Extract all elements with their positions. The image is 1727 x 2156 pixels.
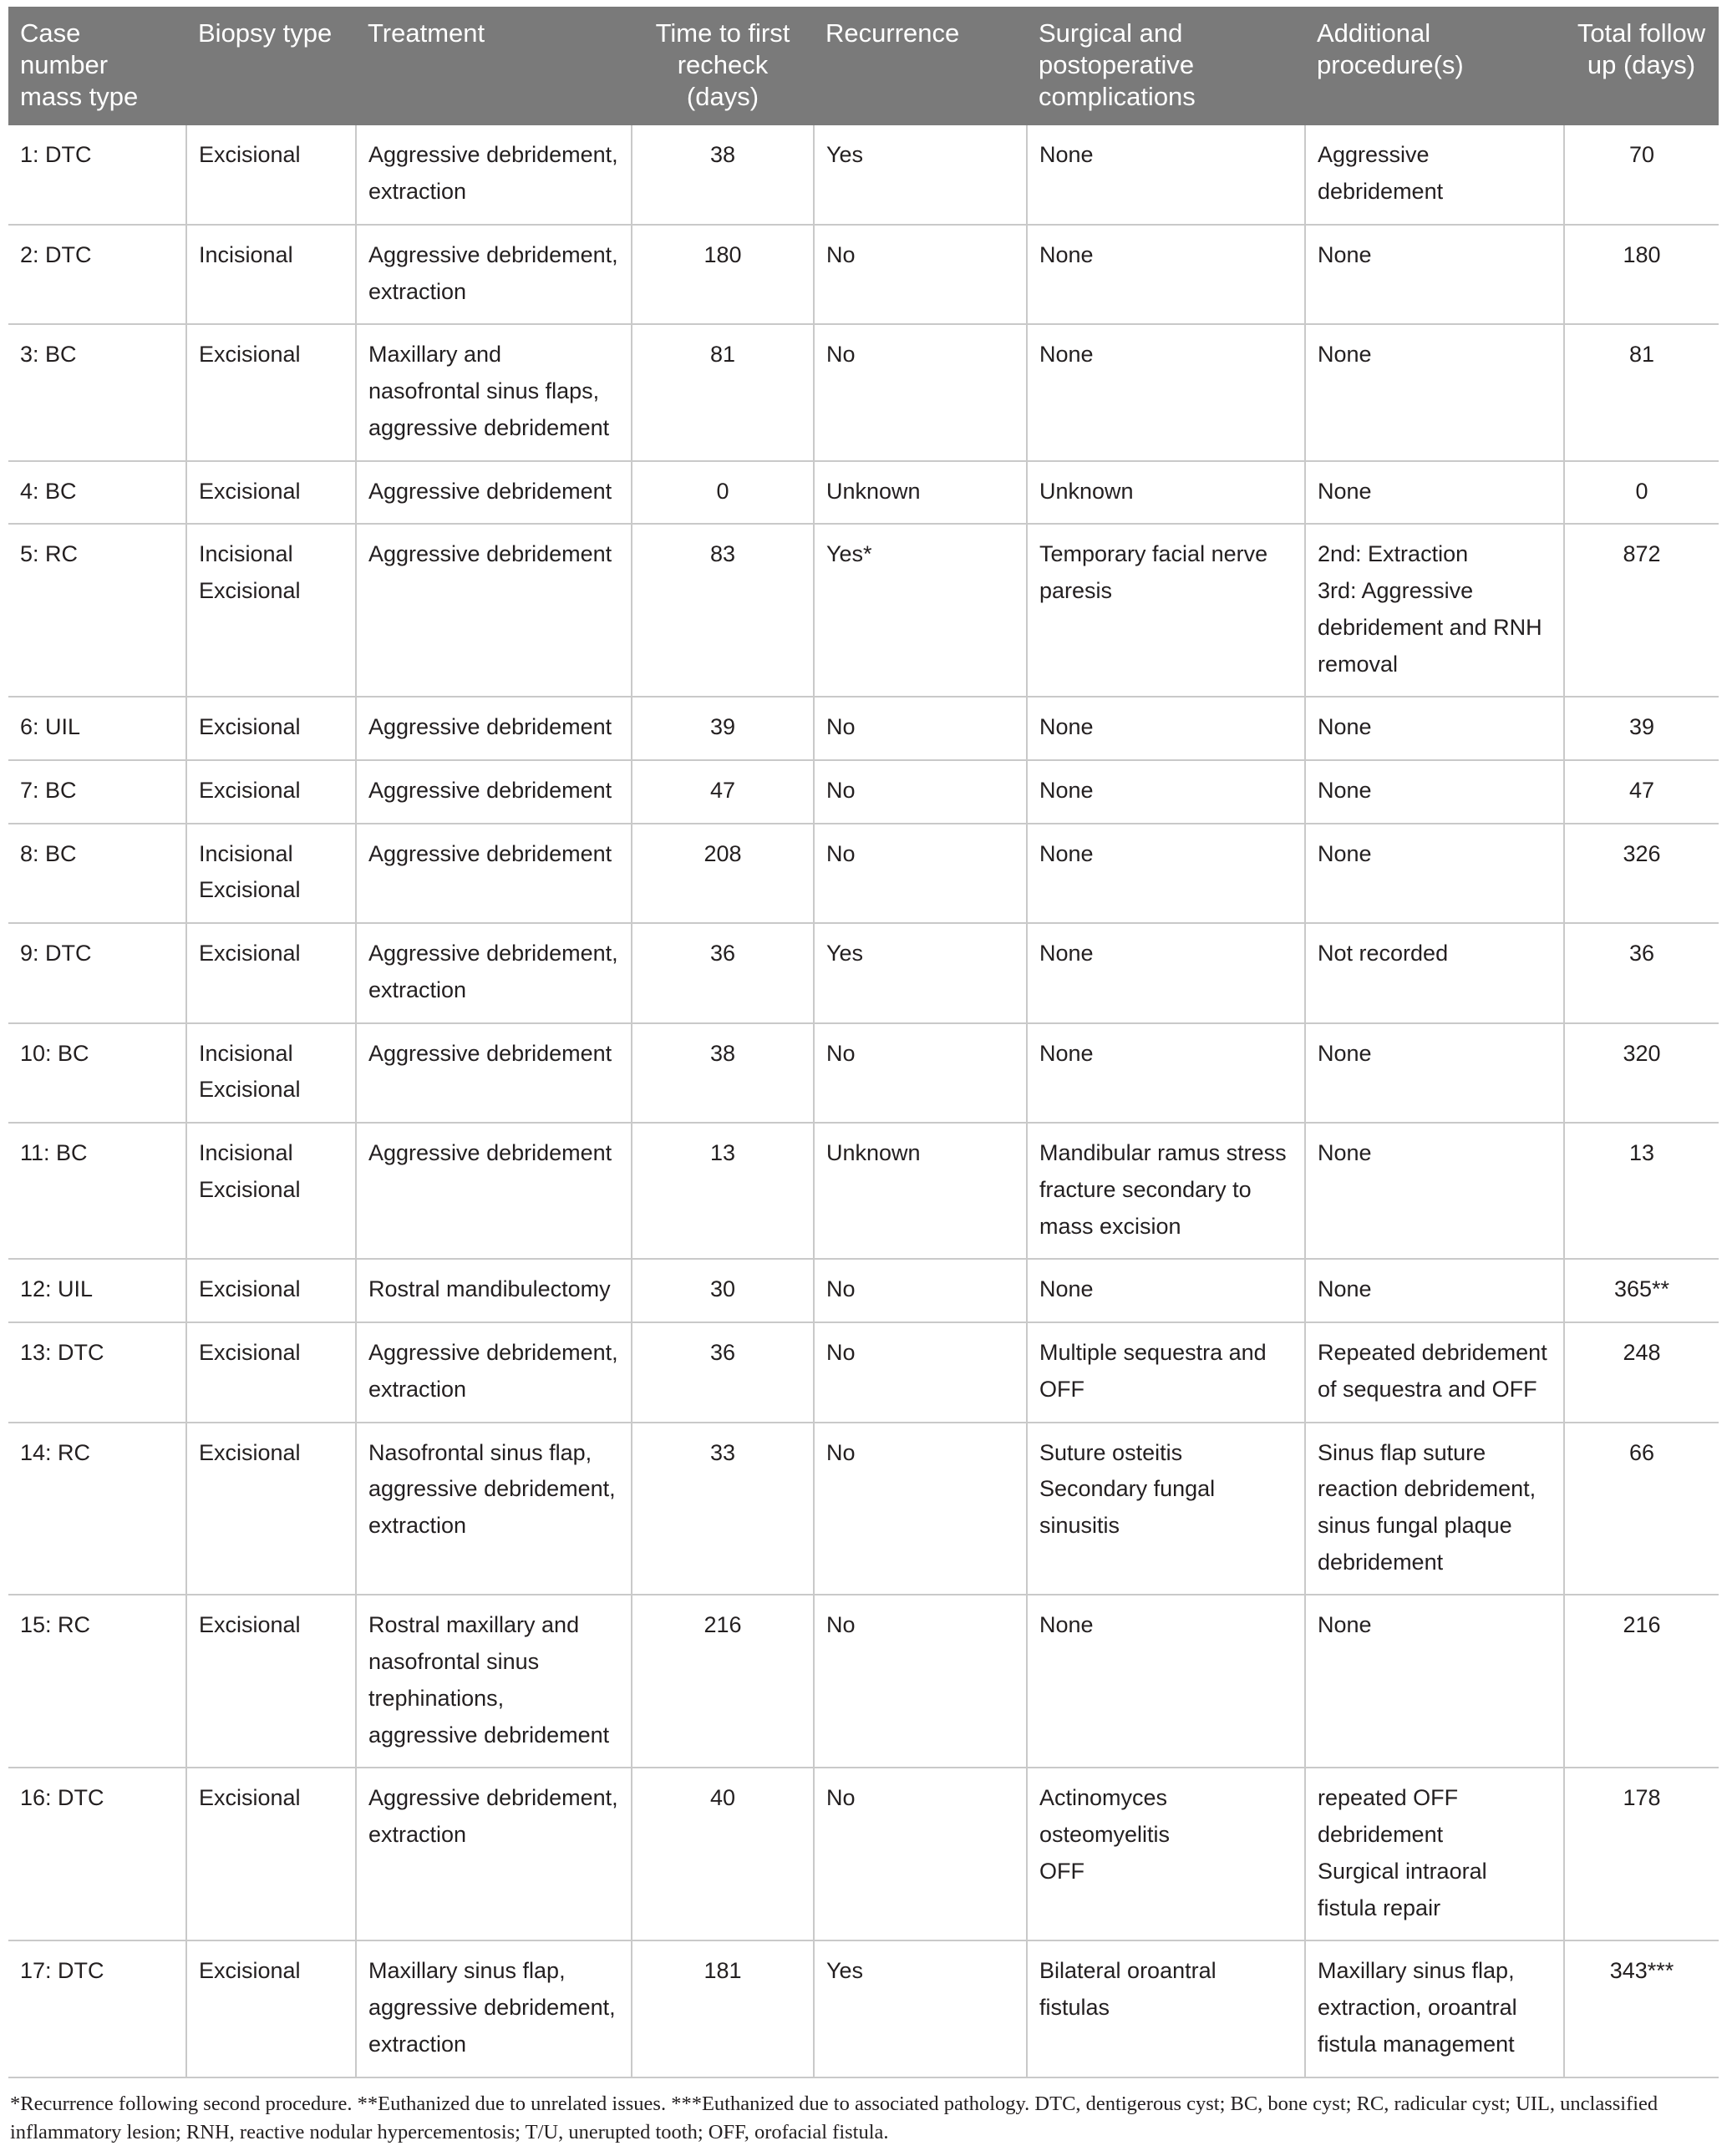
complications-cell: Unknown	[1027, 461, 1305, 525]
recurrence-cell: Yes	[814, 923, 1027, 1022]
column-header-biopsy-type	[186, 7, 356, 125]
complications-cell: None	[1027, 324, 1305, 460]
biopsy-type-cell: Excisional	[186, 1259, 356, 1322]
recurrence-cell: No	[814, 697, 1027, 760]
biopsy-type-cell	[186, 1023, 356, 1123]
recurrence-cell: No	[814, 1423, 1027, 1595]
additional-procedures-cell: Repeated debridement of sequestra and OFF	[1305, 1322, 1564, 1422]
recurrence-cell: No	[814, 324, 1027, 460]
complications-cell: None	[1027, 1259, 1305, 1322]
complications-cell-line-0: Suture osteitis	[1039, 1439, 1183, 1465]
treatment-cell: Aggressive debridement	[356, 524, 632, 697]
biopsy-type-cell-line-1: Excisional	[199, 877, 301, 903]
complications-cell: None	[1027, 1023, 1305, 1123]
complications-cell: None	[1027, 824, 1305, 923]
additional-procedures-cell-line-0: 2nd: Extraction	[1318, 541, 1469, 567]
biopsy-type-cell: Excisional	[186, 1595, 356, 1768]
recurrence-cell: Yes	[814, 125, 1027, 224]
biopsy-type-cell: Excisional	[186, 324, 356, 460]
total-follow-up-cell: 216	[1564, 1595, 1719, 1768]
complications-cell: None	[1027, 125, 1305, 224]
biopsy-type-cell: Excisional	[186, 923, 356, 1022]
treatment-cell: Maxillary sinus flap, aggressive debridement, extraction	[356, 1940, 632, 2077]
treatment-cell: Aggressive debridement	[356, 1023, 632, 1123]
biopsy-type-cell: Excisional	[186, 1940, 356, 2077]
case-number-cell: 4: BC	[8, 461, 186, 525]
column-header-time-to-first-recheck	[632, 7, 814, 125]
complications-cell-line-1: Secondary fungal sinusitis	[1039, 1476, 1216, 1538]
biopsy-type-cell: Excisional	[186, 1768, 356, 1940]
complications-cell: Multiple sequestra and OFF	[1027, 1322, 1305, 1422]
time-to-first-recheck-cell: 38	[632, 1023, 814, 1123]
additional-procedures-cell-line-1: Surgical intraoral fistula repair	[1318, 1858, 1487, 1920]
case-number-cell: 13: DTC	[8, 1322, 186, 1422]
case-number-cell: 8: BC	[8, 824, 186, 923]
additional-procedures-cell: None	[1305, 697, 1564, 760]
table-row	[8, 1940, 1719, 2077]
complications-cell: None	[1027, 760, 1305, 824]
time-to-first-recheck-cell: 36	[632, 923, 814, 1022]
total-follow-up-cell: 872	[1564, 524, 1719, 697]
biopsy-type-cell: Excisional	[186, 125, 356, 224]
case-number-cell: 2: DTC	[8, 225, 186, 324]
treatment-cell: Aggressive debridement, extraction	[356, 125, 632, 224]
table-header-row	[8, 7, 1719, 125]
additional-procedures-cell: Sinus flap suture reaction debridement, sinus fungal plaque debridement	[1305, 1423, 1564, 1595]
column-header-additional-procedures	[1305, 7, 1564, 125]
additional-procedures-cell: None	[1305, 461, 1564, 525]
treatment-cell: Rostral maxillary and nasofrontal sinus trephinations, aggressive debridement	[356, 1595, 632, 1768]
biopsy-type-cell	[186, 1123, 356, 1259]
total-follow-up-cell: 343***	[1564, 1940, 1719, 2077]
time-to-first-recheck-cell: 47	[632, 760, 814, 824]
time-to-first-recheck-cell: 33	[632, 1423, 814, 1595]
table-row	[8, 324, 1719, 460]
recurrence-cell: No	[814, 1768, 1027, 1940]
additional-procedures-cell: None	[1305, 1595, 1564, 1768]
column-header-case-number	[8, 7, 186, 125]
additional-procedures-cell-line-1: 3rd: Aggressive debridement and RNH removal	[1318, 578, 1542, 677]
time-to-first-recheck-cell: 81	[632, 324, 814, 460]
case-number-cell: 14: RC	[8, 1423, 186, 1595]
additional-procedures-cell: None	[1305, 760, 1564, 824]
table-row	[8, 923, 1719, 1022]
biopsy-type-cell-line-0: Incisional	[199, 840, 293, 866]
total-follow-up-cell: 47	[1564, 760, 1719, 824]
table-row	[8, 1123, 1719, 1259]
biopsy-type-cell-line-1: Excisional	[199, 1077, 301, 1103]
treatment-cell: Aggressive debridement, extraction	[356, 225, 632, 324]
recurrence-cell: Yes*	[814, 524, 1027, 697]
additional-procedures-cell: None	[1305, 225, 1564, 324]
total-follow-up-cell: 39	[1564, 697, 1719, 760]
table-row	[8, 760, 1719, 824]
biopsy-type-cell: Incisional	[186, 225, 356, 324]
table-row	[8, 1259, 1719, 1322]
table-row	[8, 1595, 1719, 1768]
time-to-first-recheck-cell: 83	[632, 524, 814, 697]
recurrence-cell: No	[814, 760, 1027, 824]
column-header-total-follow-up-text: Total follow up (days)	[1577, 18, 1706, 79]
treatment-cell: Aggressive debridement, extraction	[356, 1322, 632, 1422]
additional-procedures-cell: None	[1305, 1023, 1564, 1123]
column-header-treatment-text: Treatment	[368, 18, 485, 48]
biopsy-type-cell-line-0: Incisional	[199, 541, 293, 567]
total-follow-up-cell: 365**	[1564, 1259, 1719, 1322]
column-header-biopsy-type-text: Biopsy type	[198, 18, 333, 48]
table-row	[8, 125, 1719, 224]
biopsy-type-cell: Excisional	[186, 760, 356, 824]
time-to-first-recheck-cell: 216	[632, 1595, 814, 1768]
additional-procedures-cell: Maxillary sinus flap, extraction, oroantral fistula management	[1305, 1940, 1564, 2077]
table-row	[8, 1423, 1719, 1595]
recurrence-cell: Unknown	[814, 1123, 1027, 1259]
complications-cell: Bilateral oroantral fistulas	[1027, 1940, 1305, 2077]
case-number-cell: 11: BC	[8, 1123, 186, 1259]
treatment-cell: Aggressive debridement	[356, 824, 632, 923]
treatment-cell: Nasofrontal sinus flap, aggressive debridement, extraction	[356, 1423, 632, 1595]
biopsy-type-cell: Excisional	[186, 1423, 356, 1595]
additional-procedures-cell	[1305, 524, 1564, 697]
case-number-cell: 17: DTC	[8, 1940, 186, 2077]
recurrence-cell: No	[814, 1023, 1027, 1123]
table-row	[8, 697, 1719, 760]
additional-procedures-cell: None	[1305, 1123, 1564, 1259]
biopsy-type-cell-line-1: Excisional	[199, 1176, 301, 1202]
complications-cell	[1027, 1423, 1305, 1595]
complications-cell: None	[1027, 697, 1305, 760]
total-follow-up-cell: 0	[1564, 461, 1719, 525]
table-row	[8, 1322, 1719, 1422]
case-number-cell: 9: DTC	[8, 923, 186, 1022]
total-follow-up-cell: 178	[1564, 1768, 1719, 1940]
case-number-cell: 12: UIL	[8, 1259, 186, 1322]
case-number-cell: 7: BC	[8, 760, 186, 824]
table-header	[8, 7, 1719, 125]
total-follow-up-cell: 66	[1564, 1423, 1719, 1595]
additional-procedures-cell: None	[1305, 324, 1564, 460]
case-number-cell: 6: UIL	[8, 697, 186, 760]
case-outcomes-table	[8, 7, 1719, 2078]
complications-cell: None	[1027, 225, 1305, 324]
total-follow-up-cell: 248	[1564, 1322, 1719, 1422]
additional-procedures-cell: None	[1305, 1259, 1564, 1322]
treatment-cell: Maxillary and nasofrontal sinus flaps, aggressive debridement	[356, 324, 632, 460]
column-header-additional-procedures-text: Additional procedure(s)	[1317, 18, 1464, 79]
table-body	[8, 125, 1719, 2077]
time-to-first-recheck-cell: 39	[632, 697, 814, 760]
biopsy-type-cell-line-1: Excisional	[199, 578, 301, 604]
biopsy-type-cell	[186, 524, 356, 697]
recurrence-cell: Yes	[814, 1940, 1027, 2077]
total-follow-up-cell: 36	[1564, 923, 1719, 1022]
recurrence-cell: No	[814, 1259, 1027, 1322]
column-header-treatment	[356, 7, 632, 125]
column-header-recurrence	[814, 7, 1027, 125]
column-header-complications	[1027, 7, 1305, 125]
time-to-first-recheck-cell: 13	[632, 1123, 814, 1259]
treatment-cell: Aggressive debridement	[356, 697, 632, 760]
time-to-first-recheck-cell: 40	[632, 1768, 814, 1940]
case-number-cell: 3: BC	[8, 324, 186, 460]
biopsy-type-cell-line-0: Incisional	[199, 1140, 293, 1166]
complications-cell	[1027, 1768, 1305, 1940]
total-follow-up-cell: 320	[1564, 1023, 1719, 1123]
table-row	[8, 225, 1719, 324]
column-header-case-number-text-line-1: mass type	[20, 81, 139, 111]
table-row	[8, 461, 1719, 525]
complications-cell-line-1: OFF	[1039, 1858, 1084, 1884]
time-to-first-recheck-cell: 36	[632, 1322, 814, 1422]
case-number-cell: 15: RC	[8, 1595, 186, 1768]
biopsy-type-cell: Excisional	[186, 1322, 356, 1422]
column-header-recurrence-text: Recurrence	[825, 18, 960, 48]
biopsy-type-cell-line-0: Incisional	[199, 1040, 293, 1066]
time-to-first-recheck-cell: 0	[632, 461, 814, 525]
treatment-cell: Rostral mandibulectomy	[356, 1259, 632, 1322]
additional-procedures-cell: None	[1305, 824, 1564, 923]
table-footnote: *Recurrence following second procedure. **Euthanized due to unrelated issues. ***Euthanized due to associated pathology. DTC, dentigerous cyst; BC, bone cyst; RC, radicular cyst; UIL, unclassified inflammatory lesion; RNH, reactive nodular hypercementosis; T/U, unerupted tooth; OFF, orofacial fistula.	[10, 2092, 1658, 2144]
column-header-total-follow-up	[1564, 7, 1719, 125]
treatment-cell: Aggressive debridement, extraction	[356, 923, 632, 1022]
time-to-first-recheck-cell: 180	[632, 225, 814, 324]
total-follow-up-cell: 180	[1564, 225, 1719, 324]
biopsy-type-cell: Excisional	[186, 461, 356, 525]
recurrence-cell: No	[814, 824, 1027, 923]
total-follow-up-cell: 70	[1564, 125, 1719, 224]
column-header-case-number-text	[20, 18, 175, 112]
biopsy-type-cell: Excisional	[186, 697, 356, 760]
time-to-first-recheck-cell: 38	[632, 125, 814, 224]
table-row	[8, 1023, 1719, 1123]
case-number-cell: 5: RC	[8, 524, 186, 697]
complications-cell: None	[1027, 1595, 1305, 1768]
recurrence-cell: No	[814, 1595, 1027, 1768]
additional-procedures-cell-line-0: repeated OFF debridement	[1318, 1785, 1459, 1848]
total-follow-up-cell: 13	[1564, 1123, 1719, 1259]
time-to-first-recheck-cell: 30	[632, 1259, 814, 1322]
biopsy-type-cell	[186, 824, 356, 923]
table-row	[8, 524, 1719, 697]
additional-procedures-cell: Not recorded	[1305, 923, 1564, 1022]
column-header-time-to-first-recheck-text: Time to first recheck (days)	[655, 18, 790, 111]
treatment-cell: Aggressive debridement	[356, 461, 632, 525]
case-number-cell: 1: DTC	[8, 125, 186, 224]
treatment-cell: Aggressive debridement	[356, 1123, 632, 1259]
complications-cell: Mandibular ramus stress fracture secondary to mass excision	[1027, 1123, 1305, 1259]
complications-cell: None	[1027, 923, 1305, 1022]
additional-procedures-cell: Aggressive debridement	[1305, 125, 1564, 224]
table-row	[8, 824, 1719, 923]
complications-cell: Temporary facial nerve paresis	[1027, 524, 1305, 697]
total-follow-up-cell: 81	[1564, 324, 1719, 460]
case-number-cell: 10: BC	[8, 1023, 186, 1123]
column-header-case-number-text-line-0: Case number	[20, 18, 109, 79]
recurrence-cell: No	[814, 225, 1027, 324]
treatment-cell: Aggressive debridement	[356, 760, 632, 824]
column-header-complications-text: Surgical and postoperative complications	[1039, 18, 1196, 111]
time-to-first-recheck-cell: 208	[632, 824, 814, 923]
additional-procedures-cell	[1305, 1768, 1564, 1940]
table-row	[8, 1768, 1719, 1940]
complications-cell-line-0: Actinomyces osteomyelitis	[1039, 1785, 1171, 1848]
treatment-cell: Aggressive debridement, extraction	[356, 1768, 632, 1940]
recurrence-cell: Unknown	[814, 461, 1027, 525]
total-follow-up-cell: 326	[1564, 824, 1719, 923]
recurrence-cell: No	[814, 1322, 1027, 1422]
time-to-first-recheck-cell: 181	[632, 1940, 814, 2077]
case-number-cell: 16: DTC	[8, 1768, 186, 1940]
